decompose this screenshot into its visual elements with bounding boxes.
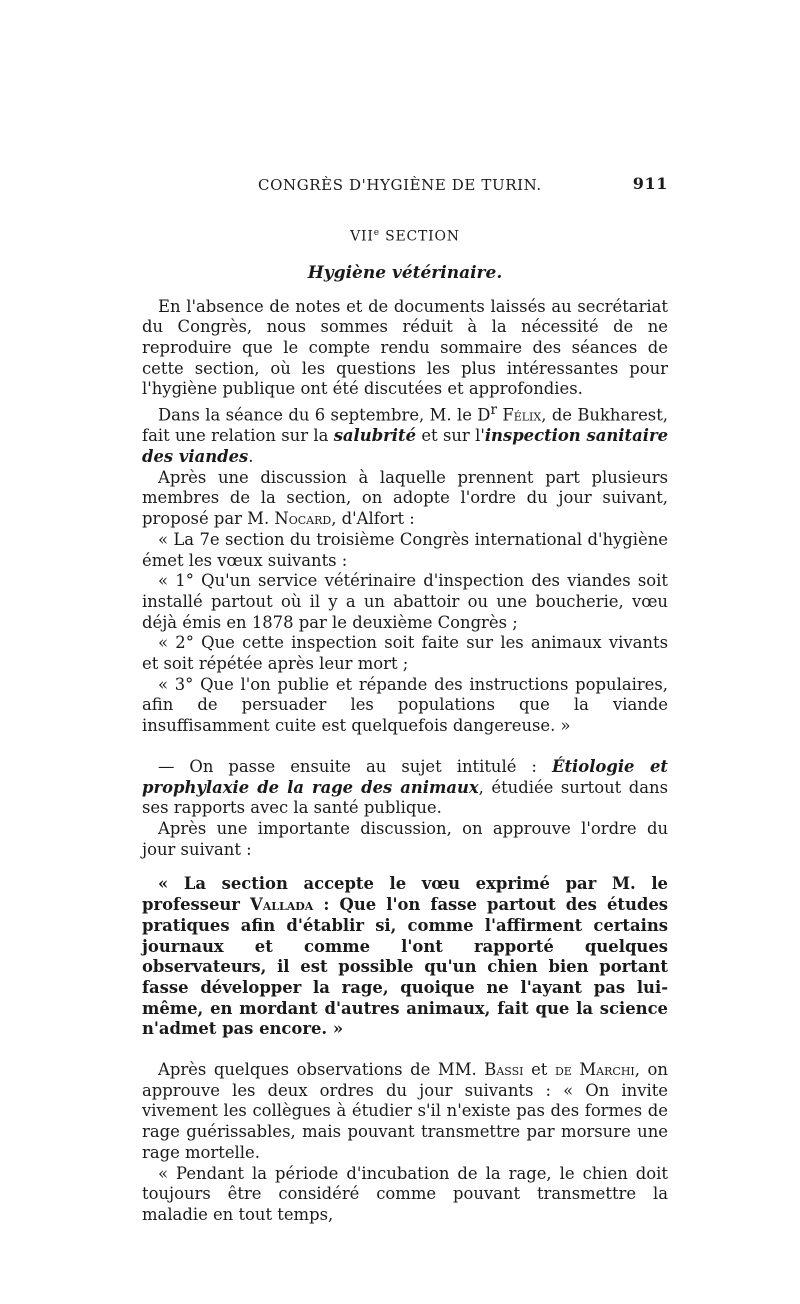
running-title: CONGRÈS D'HYGIÈNE DE TURIN. (258, 176, 542, 194)
paragraph-1: En l'absence de notes et de documents laissés au secrétariat du Congrès, nous sommes réduit à la nécessité de ne reproduire que le compte rendu sommaire des séances de cette section, où les questions les plus intéressantes pour l'hygiène publique ont été discutées et approfondies. (142, 296, 668, 399)
paragraph-10 (142, 874, 668, 1040)
section-number: VII (350, 228, 374, 245)
text-run: — On passe ensuite au sujet intitulé : (158, 756, 552, 776)
person-name: Bassi (484, 1060, 524, 1080)
emphasis: Étiologie et prophylaxie de la rage des animaux (142, 756, 668, 797)
superscript: r (490, 402, 497, 419)
paragraph-6: « 2° Que cette inspection soit faite sur les animaux vivants et soit répétée après leur mort ; (142, 633, 668, 674)
section-heading (142, 228, 668, 245)
person-name: Félix (502, 405, 542, 425)
paragraph-8 (142, 757, 668, 819)
spacer (142, 860, 668, 874)
text-run: « La section accepte le vœu exprimé par M. le professeur (142, 874, 668, 915)
text-run: , de Bukharest, fait une relation sur la (142, 405, 668, 446)
text-run: , d'Alfort : (331, 509, 415, 529)
text-run: . (248, 447, 254, 467)
text-run: : Que l'on fasse partout des études pratiques afin d'établir si, comme l'affirment certains journaux et comme l'ont rapporté quelques observateurs, il est possible qu'un chien bien portant fasse développer la rage, quoique ne l'ayant pas lui-même, en mordant d'autres animaux, fait que la science n'admet pas encore. » (142, 895, 668, 1039)
spacer (142, 1040, 668, 1060)
section-title: Hygiène vétérinaire. (307, 262, 503, 283)
section-label: SECTION (385, 228, 460, 245)
text-run: et (523, 1060, 555, 1080)
section-number-suffix: e (373, 228, 380, 238)
person-name: Vallada (250, 895, 314, 915)
text-run: Dans la séance du 6 septembre, M. le D (158, 405, 491, 425)
book-page (142, 172, 668, 1226)
person-name: de Marchi (554, 1060, 635, 1080)
emphasis: inspection sanitaire des viandes (142, 426, 669, 467)
spacer (142, 737, 668, 757)
emphasis: salubrité (333, 426, 417, 446)
text-run: et sur l' (416, 426, 485, 446)
paragraph-5: « 1° Qu'un service vétérinaire d'inspection des viandes soit installé partout où il y a un abattoir ou une boucherie, vœu déjà émis en 1878 par le deuxième Congrès ; (142, 571, 668, 632)
paragraph-12: « Pendant la période d'incubation de la rage, le chien doit toujours être considéré comme pouvant transmettre la maladie en tout temps, (142, 1163, 668, 1224)
text-run: Après quelques observations de MM. (158, 1060, 485, 1080)
paragraph-2 (142, 400, 668, 468)
text-run: , on approuve les deux ordres du jour suivants : « On invite vivement les collègues à étudier s'il n'existe pas des formes de rage guérissables, mais pouvant transmettre par morsure une rage mortelle. (142, 1060, 668, 1162)
paragraph-9: Après une importante discussion, on approuve l'ordre du jour suivant : (142, 819, 668, 859)
text-run: Après une discussion à laquelle prennent part plusieurs membres de la section, on adopte l'ordre du jour suivant, proposé par M. (142, 467, 668, 529)
paragraph-3 (142, 468, 668, 530)
paragraph-11 (142, 1060, 668, 1164)
page-number: 911 (632, 174, 668, 193)
running-header (142, 172, 668, 198)
person-name: Nocard (274, 509, 332, 529)
paragraph-4: « La 7e section du troisième Congrès international d'hygiène émet les vœux suivants : (142, 529, 668, 570)
paragraph-7: « 3° Que l'on publie et répande des instructions populaires, afin de persuader les populations que la viande insuffisamment cuite est quelquefois dangereuse. » (142, 674, 668, 736)
body-text (142, 297, 668, 1226)
text-run: , étudiée surtout dans ses rapports avec la santé publique. (142, 777, 669, 818)
